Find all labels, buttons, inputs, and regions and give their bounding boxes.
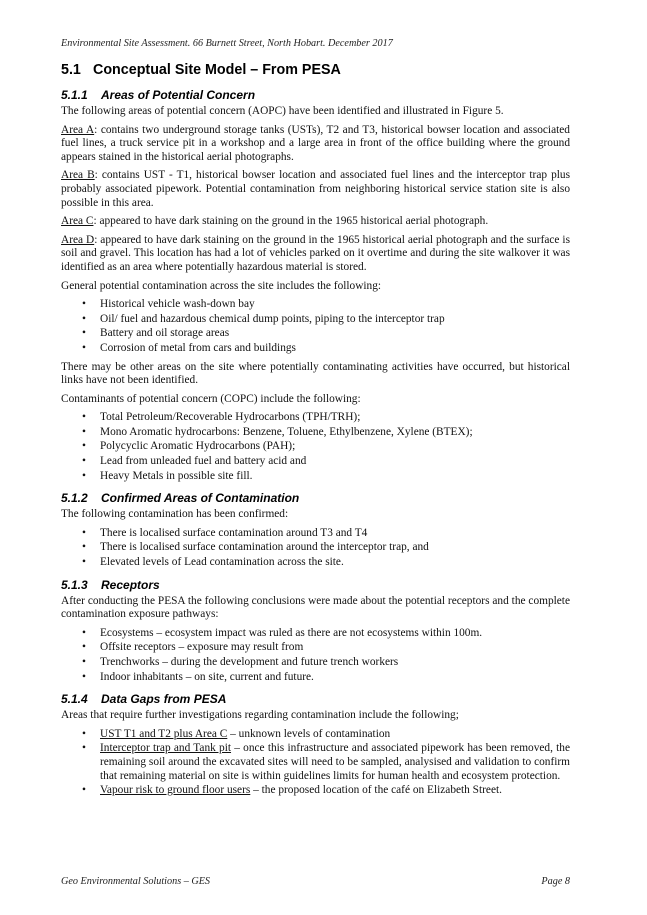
list-item (61, 728, 570, 742)
area-b-label: Area B (61, 169, 95, 182)
subsection-heading-5-1-3 (61, 578, 570, 592)
list-item (61, 313, 570, 327)
list-item (61, 455, 570, 469)
list-item-text: Lead from unleaded fuel and battery acid and (100, 455, 307, 468)
general-contamination-list (61, 298, 570, 355)
bullet-icon: • (82, 455, 86, 468)
other-areas-paragraph: There may be other areas on the site where potentially contaminating activities have occurred, but historical links have not been identified. (61, 360, 570, 387)
bullet-icon: • (82, 541, 86, 554)
list-item-text: Historical vehicle wash-down bay (100, 298, 255, 311)
list-item-text: There is localised surface contamination around the interceptor trap, and (100, 541, 429, 554)
bullet-icon: • (82, 312, 86, 325)
list-item-text: – unknown levels of contamination (227, 727, 391, 740)
section-title: Conceptual Site Model – From PESA (93, 62, 341, 78)
subsection-title: Receptors (101, 577, 160, 592)
subsection-title: Data Gaps from PESA (101, 692, 227, 707)
subsection-heading-5-1-2 (61, 491, 570, 505)
list-item-text: Battery and oil storage areas (100, 327, 230, 340)
subsection-number: 5.1.1 (61, 88, 88, 102)
list-item (61, 627, 570, 641)
list-item-text: Elevated levels of Lead contamination across the site. (100, 556, 344, 569)
subsection-title: Confirmed Areas of Contamination (101, 491, 300, 506)
bullet-icon: • (82, 670, 86, 683)
list-item-text: Trenchworks – during the development and future trench workers (100, 656, 399, 668)
list-item-text: Total Petroleum/Recoverable Hydrocarbons (TPH/TRH); (100, 411, 361, 424)
bullet-icon: • (82, 411, 86, 424)
bullet-icon: • (82, 298, 86, 311)
confirmed-list (61, 527, 570, 570)
bullet-icon: • (82, 425, 86, 438)
area-b-paragraph (61, 169, 570, 210)
list-item-label: UST T1 and T2 plus Area C (100, 727, 228, 740)
receptors-list (61, 627, 570, 684)
page-number: Page 8 (541, 876, 570, 887)
list-item-text: Mono Aromatic hydrocarbons: Benzene, Toluene, Ethylbenzene, Xylene (BTEX); (100, 425, 473, 438)
list-item (61, 656, 570, 670)
bullet-icon: • (82, 556, 86, 569)
list-item-text: – once this infrastructure and associated pipework has been removed, the remaining soil around the excavated sites will need to be sampled, analysised and validation to confirm that remaining material on site is within guidelines limits for human health and ecosystem protection. (100, 742, 571, 782)
area-a-label: Area A (61, 123, 95, 136)
list-item-text: Polycyclic Aromatic Hydrocarbons (PAH); (100, 440, 296, 453)
list-item (61, 527, 570, 541)
bullet-icon: • (82, 469, 86, 482)
list-item (61, 671, 570, 685)
list-item-text: Heavy Metals in possible site fill. (100, 469, 253, 482)
bullet-icon: • (82, 742, 86, 755)
list-item (61, 342, 570, 356)
list-item (61, 541, 570, 555)
running-header: Environmental Site Assessment. 66 Burnett Street, North Hobart. December 2017 (61, 38, 393, 49)
list-item (61, 327, 570, 341)
bullet-icon: • (82, 641, 86, 654)
list-item (61, 742, 570, 783)
list-item (61, 784, 570, 798)
bullet-icon: • (82, 526, 86, 539)
section-heading (61, 62, 570, 78)
list-item (61, 411, 570, 425)
list-item-label: Interceptor trap and Tank pit (100, 742, 232, 755)
footer-company: Geo Environmental Solutions – GES (61, 876, 211, 887)
area-a-paragraph (61, 124, 570, 165)
bullet-icon: • (82, 327, 86, 340)
data-gaps-list (61, 728, 570, 798)
subsection-heading-5-1-1 (61, 88, 570, 102)
general-contamination-intro: General potential contamination across the site includes the following: (61, 279, 382, 292)
subsection-number: 5.1.2 (61, 491, 88, 506)
area-c-label: Area C (61, 215, 94, 228)
subsection-heading-5-1-4 (61, 692, 570, 706)
bullet-icon: • (82, 341, 86, 354)
list-item-text: Indoor inhabitants – on site, current and future. (100, 670, 314, 683)
list-item-text: There is localised surface contamination around T3 and T4 (100, 526, 368, 539)
running-footer (61, 876, 570, 887)
area-d-label: Area D (61, 233, 95, 246)
list-item-text: Offsite receptors – exposure may result from (100, 641, 304, 654)
area-d-text: : appeared to have dark staining on the ground in the 1965 historical aerial photograph and the surface is soil and gravel. This location has had a lot of vehicles parked on it overtime and during the site walkover it was identified as an area where potentially hazardous material is stored. (61, 233, 570, 273)
list-item-label: Vapour risk to ground floor users (100, 784, 251, 797)
list-item-text: Ecosystems – ecosystem impact was ruled as there are not ecosystems within 100m. (100, 626, 483, 639)
bullet-icon: • (82, 656, 86, 668)
bullet-icon: • (82, 727, 86, 740)
area-b-text: : contains UST - T1, historical bowser location and associated fuel lines and the interceptor trap plus probably associated pipework. Potential contamination from neighboring historical service station site is also possible in this area. (61, 169, 570, 209)
list-item (61, 556, 570, 570)
bullet-icon: • (82, 784, 86, 797)
list-item-text: Oil/ fuel and hazardous chemical dump points, piping to the interceptor trap (100, 312, 445, 325)
area-a-text: : contains two underground storage tanks (USTs), T2 and T3, historical bowser location and associated fuel lines, a truck service pit in a workshop and a large area in front of the office building where the ground appears stained in the historical aerial photographs. (61, 123, 570, 163)
list-item-text: Corrosion of metal from cars and buildings (100, 341, 296, 354)
confirmed-intro: The following contamination has been confirmed: (61, 508, 289, 521)
area-c-paragraph (61, 215, 570, 229)
page-content (61, 62, 570, 803)
list-item (61, 426, 570, 440)
section-number: 5.1 (61, 62, 81, 78)
aopc-intro: The following areas of potential concern (AOPC) have been identified and illustrated in Figure 5. (61, 105, 504, 117)
list-item (61, 641, 570, 655)
copc-intro: Contaminants of potential concern (COPC) include the following: (61, 392, 361, 405)
area-d-paragraph (61, 234, 570, 275)
subsection-number: 5.1.4 (61, 692, 88, 707)
list-item (61, 470, 570, 484)
receptors-intro: After conducting the PESA the following conclusions were made about the potential receptors and the complete contamination exposure pathways: (61, 594, 570, 621)
subsection-title: Areas of Potential Concern (101, 88, 256, 102)
list-item (61, 298, 570, 312)
subsection-number: 5.1.3 (61, 577, 88, 592)
copc-list (61, 411, 570, 483)
list-item (61, 440, 570, 454)
bullet-icon: • (82, 626, 86, 639)
data-gaps-intro: Areas that require further investigations regarding contamination include the following; (61, 709, 459, 722)
list-item-text: – the proposed location of the café on Elizabeth Street. (250, 784, 502, 797)
bullet-icon: • (82, 440, 86, 453)
area-c-text: : appeared to have dark staining on the ground in the 1965 historical aerial photograph. (93, 215, 489, 228)
